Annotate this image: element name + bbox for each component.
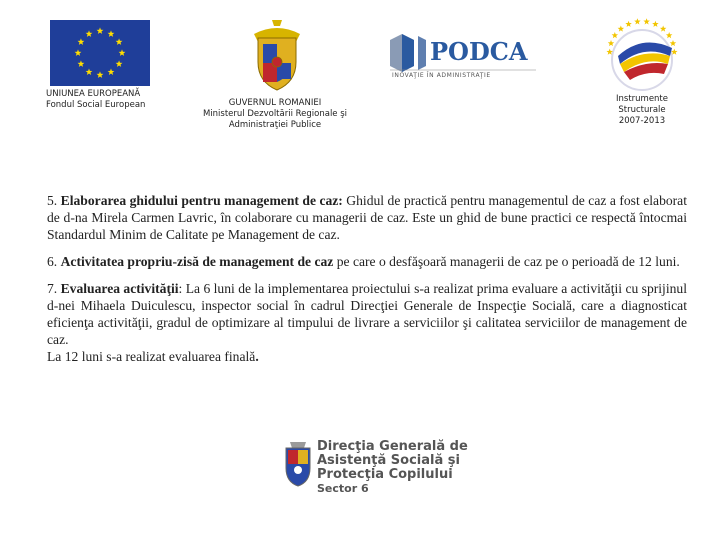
podca-logo — [388, 30, 538, 80]
paragraph-5-number: 5. — [47, 193, 58, 208]
paragraph-6-title: Activitatea propriu-zisă de management de caz — [60, 254, 334, 269]
paragraph-7-number: 7. — [47, 281, 58, 296]
is-star-icon — [625, 21, 631, 27]
paragraph-5 — [47, 192, 687, 243]
paragraph-7-text: : La 6 luni de la implementarea proiectului s-a realizat prima evaluare a activităţii cu sprijinul d-nei Mihaela Duiculescu, inspector social în cadrul Direcţiei Generale de Inspecţie Socială, care a diagnosticat eficienţa activităţii, gradul de optimizare al timpului de livrare a serviciilor şi calitatea serviciilor de management de caz. — [47, 281, 687, 347]
main-content — [47, 192, 687, 365]
dgaspc-line1: Direcţia Generală de — [317, 439, 468, 454]
is-star-icon — [618, 25, 624, 31]
dgaspc-line3: Protecţia Copilului — [317, 467, 453, 482]
paragraph-7-final-dot: . — [255, 349, 259, 364]
dgaspc-logo-text — [317, 440, 468, 496]
paragraph-5-text: Ghidul de practică pentru managementul de caz a fost elaborat de d-na Mirela Carmen Lavric, în colaborare cu managerii de caz. Este un ghid de bune practici ce respectă întocmai Standardul Minim de Calitate pe Management de caz. — [47, 193, 687, 242]
paragraph-5-title: Elaborarea ghidului pentru management de caz: — [60, 193, 343, 208]
eu-caption-line2: Fondul Social European — [46, 100, 146, 110]
dgaspc-line2: Asistenţă Socială şi — [317, 453, 460, 468]
gov-caption-line1: GUVERNUL ROMANIEI — [228, 98, 322, 108]
podca-name: PODCA — [430, 37, 528, 66]
eu-caption — [46, 89, 145, 111]
dgaspc-line4: Sector 6 — [317, 482, 369, 495]
is-star-icon — [652, 21, 658, 27]
gov-caption — [185, 98, 365, 131]
paragraph-7-final-text: La 12 luni s-a realizat evaluarea finală — [47, 349, 256, 364]
instrumente-structurale-logo — [598, 12, 686, 94]
is-star-icon — [612, 32, 618, 38]
is-star-icon — [670, 40, 676, 46]
paragraph-7 — [47, 280, 687, 365]
is-star-icon — [634, 18, 640, 24]
instrumente-caption-line1: Instrumente — [616, 94, 668, 104]
podca-tagline: INOVAŢIE ÎN ADMINISTRAŢIE — [392, 72, 491, 79]
eu-caption-line1: UNIUNEA EUROPEANĂ — [46, 89, 141, 99]
gov-caption-line3: Administraţiei Publice — [228, 120, 322, 130]
gov-caption-line2: Ministerul Dezvoltării Regionale şi — [202, 109, 348, 119]
instrumente-caption-line2: Structurale — [618, 105, 666, 115]
is-star-icon — [643, 18, 649, 24]
is-star-icon — [608, 40, 614, 46]
paragraph-6-text: pe care o desfăşoară managerii de caz pe o perioadă de 12 luni. — [333, 254, 680, 269]
eu-flag-logo — [50, 20, 150, 86]
instrumente-caption-line3: 2007-2013 — [618, 116, 666, 126]
paragraph-7-title: Evaluarea activităţii — [60, 281, 179, 296]
instrumente-caption — [600, 94, 684, 127]
is-star-icon — [660, 25, 666, 31]
romania-coat-of-arms-logo — [248, 16, 306, 94]
paragraph-6 — [47, 253, 687, 270]
is-star-icon — [666, 32, 672, 38]
sector6-crest-logo — [282, 440, 314, 488]
paragraph-6-number: 6. — [47, 254, 58, 269]
